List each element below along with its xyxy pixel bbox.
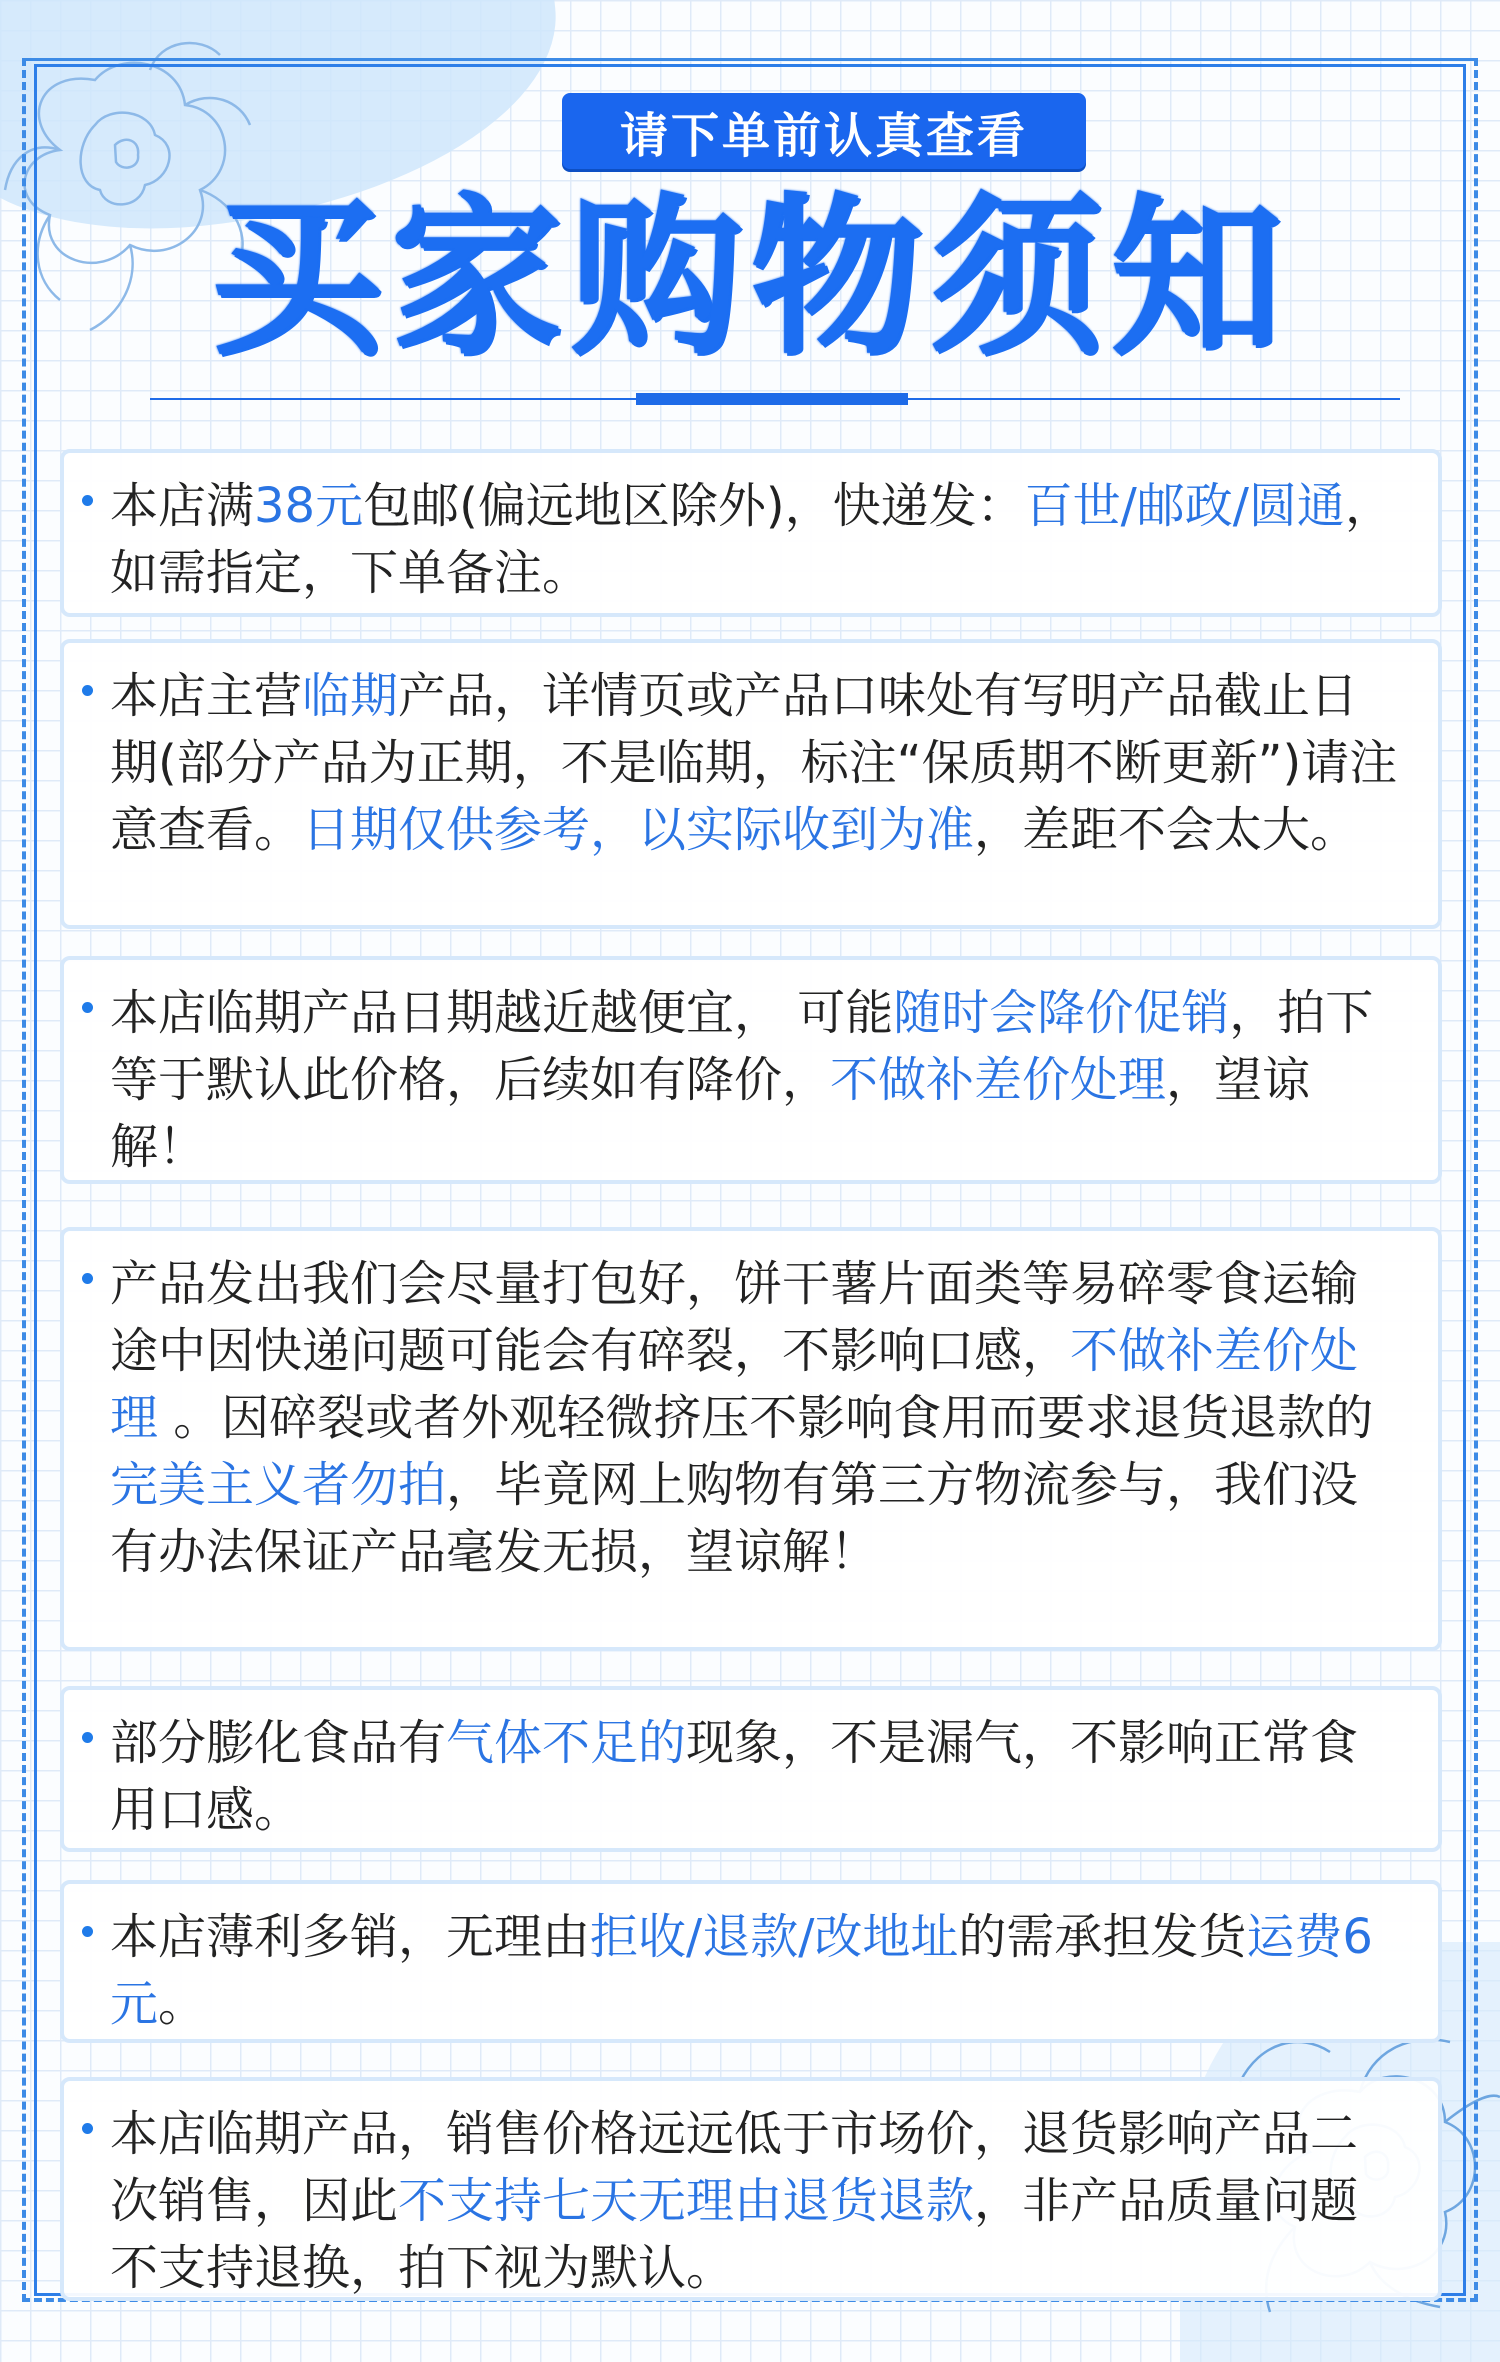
notice-text: 产品发出我们会尽量打包好，饼干薯片面类等易碎零食运输途中因快递问题可能会有碎裂，不影响口感，不做补差价处理 。因碎裂或者外观轻微挤压不影响食用而要求退货退款的完美主义者勿拍，毕竟网上购物有第三方物流参与，我们没有办法保证产品毫发无损，望谅解！	[110, 1256, 1374, 1580]
notice-card-shipping	[60, 449, 1442, 617]
notice-card-refund-fee	[60, 1880, 1442, 2043]
notice-text: 部分膨化食品有气体不足的现象，不是漏气，不影响正常食用口感。	[110, 1715, 1359, 1838]
notice-text: 本店薄利多销，无理由拒收/退款/改地址的需承担发货运费6元。	[110, 1909, 1373, 2032]
page-title: 买家购物须知	[210, 177, 1290, 378]
notice-card-pricing	[60, 956, 1442, 1184]
header-badge: 请下单前认真查看	[562, 93, 1086, 169]
notice-card-no-return	[60, 2077, 1442, 2301]
notice-card-puffed-food	[60, 1686, 1442, 1852]
notice-card-expiry	[60, 639, 1442, 929]
notice-text: 本店临期产品日期越近越便宜， 可能随时会降价促销，拍下等于默认此价格，后续如有降价，不做补差价处理，望谅解！	[110, 985, 1374, 1175]
title-underline-accent	[636, 393, 908, 405]
notice-card-packaging	[60, 1227, 1442, 1651]
notice-text: 本店主营临期产品，详情页或产品口味处有写明产品截止日期(部分产品为正期，不是临期，标注“保质期不断更新”)请注意查看。日期仅供参考，以实际收到为准，差距不会太大。	[110, 668, 1398, 858]
notice-text: 本店临期产品，销售价格远远低于市场价，退货影响产品二次销售，因此不支持七天无理由退货退款，非产品质量问题不支持退换，拍下视为默认。	[110, 2106, 1359, 2296]
notice-text: 本店满38元包邮(偏远地区除外)，快递发：百世/邮政/圆通，如需指定，下单备注。	[110, 478, 1393, 601]
